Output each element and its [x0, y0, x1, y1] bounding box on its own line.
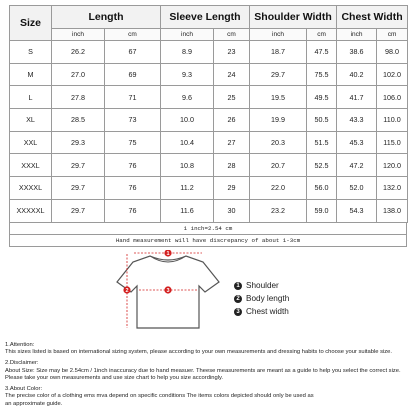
measurement-cell: 132.0: [377, 177, 408, 200]
size-cell: XXXXXL: [10, 199, 52, 222]
size-cell: XL: [10, 109, 52, 132]
legend-item-body-length: [234, 292, 289, 305]
measurement-cell: 41.7: [337, 86, 377, 109]
header-shoulder-width: Shoulder Width: [250, 6, 337, 29]
measurement-cell: 115.0: [377, 131, 408, 154]
measurement-cell: 30: [214, 199, 250, 222]
table-row: [10, 41, 408, 64]
measurement-cell: 29.7: [250, 63, 307, 86]
measurement-cell: 76: [105, 154, 161, 177]
marker-2-label: 2: [125, 288, 129, 295]
measurement-cell: 29.7: [52, 177, 105, 200]
measurement-cell: 19.5: [250, 86, 307, 109]
note-disclaimer-text-2: Please take your own measurements and use size chart to help you size accordingly.: [5, 375, 224, 382]
measurement-cell: 18.7: [250, 41, 307, 64]
table-row: [10, 109, 408, 132]
measurement-cell: 56.0: [307, 177, 337, 200]
size-cell: XXXXL: [10, 177, 52, 200]
measurement-cell: 67: [105, 41, 161, 64]
measurement-cell: 19.9: [250, 109, 307, 132]
measurement-cell: 26.2: [52, 41, 105, 64]
table-row: [10, 131, 408, 154]
size-cell: S: [10, 41, 52, 64]
measurement-note: Hand measurement will have discrepancy of about 1-3cm: [9, 235, 407, 247]
measurement-cell: 24: [214, 63, 250, 86]
tshirt-diagram: [113, 250, 223, 330]
measurement-cell: 20.7: [250, 154, 307, 177]
measurement-cell: 47.2: [337, 154, 377, 177]
size-cell: XXL: [10, 131, 52, 154]
measurement-cell: 138.0: [377, 199, 408, 222]
unit-inch: inch: [52, 29, 105, 41]
measurement-cell: 25: [214, 86, 250, 109]
measurement-cell: 10.4: [161, 131, 214, 154]
measurement-cell: 76: [105, 177, 161, 200]
size-chart: [9, 5, 407, 247]
measurement-cell: 29.7: [52, 199, 105, 222]
unit-inch: inch: [161, 29, 214, 41]
size-table: [9, 5, 408, 223]
unit-cm: cm: [214, 29, 250, 41]
measurement-cell: 27.8: [52, 86, 105, 109]
header-chest-width: Chest Width: [337, 6, 408, 29]
measurement-cell: 26: [214, 109, 250, 132]
measurement-cell: 27.0: [52, 63, 105, 86]
size-cell: XXXL: [10, 154, 52, 177]
measurement-cell: 9.6: [161, 86, 214, 109]
size-cell: L: [10, 86, 52, 109]
measurement-cell: 110.0: [377, 109, 408, 132]
tshirt-icon: [113, 250, 223, 330]
note-color-heading: 3.About Color:: [5, 386, 43, 393]
measurement-cell: 52.0: [337, 177, 377, 200]
size-cell: M: [10, 63, 52, 86]
measurement-cell: 29.7: [52, 154, 105, 177]
measurement-cell: 102.0: [377, 63, 408, 86]
note-color-text-2: an approximate guide.: [5, 400, 63, 407]
legend-label-shoulder: Shoulder: [246, 281, 279, 290]
measurement-cell: 50.5: [307, 109, 337, 132]
measurement-cell: 106.0: [377, 86, 408, 109]
measurement-cell: 43.3: [337, 109, 377, 132]
measurement-cell: 69: [105, 63, 161, 86]
table-row: [10, 86, 408, 109]
legend-number-2: 2: [234, 295, 242, 303]
header-sleeve-length: Sleeve Length: [161, 6, 250, 29]
measurement-cell: 75: [105, 131, 161, 154]
measurement-cell: 54.3: [337, 199, 377, 222]
legend-label-chest-width: Chest width: [246, 307, 289, 316]
size-table-body: [10, 41, 408, 223]
measurement-cell: 38.6: [337, 41, 377, 64]
measurement-cell: 73: [105, 109, 161, 132]
unit-cm: cm: [105, 29, 161, 41]
measurement-cell: 11.6: [161, 199, 214, 222]
measurement-cell: 28.5: [52, 109, 105, 132]
measurement-cell: 76: [105, 199, 161, 222]
table-row: [10, 199, 408, 222]
measurement-cell: 120.0: [377, 154, 408, 177]
legend-number-1: 1: [234, 282, 242, 290]
measurement-cell: 98.0: [377, 41, 408, 64]
conversion-note: 1 inch=2.54 cm: [9, 223, 407, 235]
unit-cm: cm: [377, 29, 408, 41]
measurement-cell: 10.0: [161, 109, 214, 132]
measurement-cell: 29: [214, 177, 250, 200]
marker-3-label: 3: [166, 288, 170, 295]
measurement-cell: 9.3: [161, 63, 214, 86]
legend-item-chest-width: [234, 305, 289, 318]
note-attention-heading: 1.Attention:: [5, 342, 35, 348]
unit-inch: inch: [337, 29, 377, 41]
table-row: [10, 154, 408, 177]
measurement-cell: 40.2: [337, 63, 377, 86]
measurement-cell: 47.5: [307, 41, 337, 64]
measurement-cell: 23: [214, 41, 250, 64]
measurement-legend: [234, 279, 289, 318]
measurement-cell: 75.5: [307, 63, 337, 86]
unit-cm: cm: [307, 29, 337, 41]
measurement-cell: 27: [214, 131, 250, 154]
note-color-text: The precise color of a clothing ems mva depend on specific conditions The items colors depicted should only be used as: [5, 393, 314, 400]
header-length: Length: [52, 6, 161, 29]
header-size: Size: [10, 6, 52, 41]
measurement-cell: 22.0: [250, 177, 307, 200]
note-disclaimer-text: About Size: Size may be 2.54cm / 1inch inaccuracy due to hand measuer. Theese measurements are meant as a guide to help you select the correct size.: [5, 367, 401, 374]
table-row: [10, 63, 408, 86]
note-attention-text: This sizes listed is based on international sizing system, please according to your own measurements and dressing habits to choose your suitable size.: [5, 349, 392, 356]
measurement-cell: 10.8: [161, 154, 214, 177]
measurement-cell: 8.9: [161, 41, 214, 64]
measurement-cell: 45.3: [337, 131, 377, 154]
legend-item-shoulder: [234, 279, 289, 292]
measurement-cell: 71: [105, 86, 161, 109]
table-row: [10, 177, 408, 200]
measurement-cell: 29.3: [52, 131, 105, 154]
measurement-cell: 59.0: [307, 199, 337, 222]
measurement-cell: 52.5: [307, 154, 337, 177]
unit-row: [10, 29, 408, 41]
measurement-cell: 20.3: [250, 131, 307, 154]
table-header-row: [10, 6, 408, 29]
legend-label-body-length: Body length: [246, 294, 290, 303]
measurement-cell: 49.5: [307, 86, 337, 109]
measurement-cell: 23.2: [250, 199, 307, 222]
legend-number-3: 3: [234, 308, 242, 316]
marker-1-label: 1: [166, 251, 170, 258]
note-disclaimer-heading: 2.Disclaimer:: [5, 360, 39, 367]
measurement-cell: 51.5: [307, 131, 337, 154]
measurement-cell: 28: [214, 154, 250, 177]
unit-inch: inch: [250, 29, 307, 41]
measurement-cell: 11.2: [161, 177, 214, 200]
notes-section: [5, 342, 413, 408]
